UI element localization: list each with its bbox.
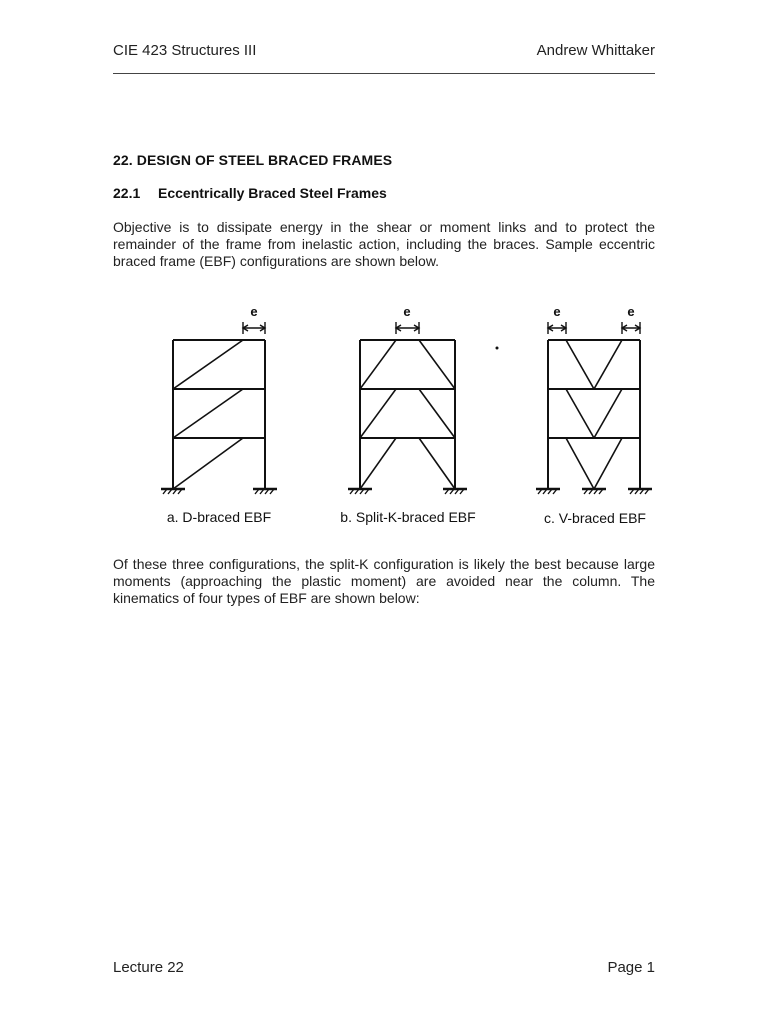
split-k-link-dimension <box>396 322 419 334</box>
section-title: 22. DESIGN OF STEEL BRACED FRAMES <box>113 152 393 168</box>
stray-dot <box>496 347 499 350</box>
author-name: Andrew Whittaker <box>536 42 655 59</box>
subsection-number: 22.1 <box>113 185 141 201</box>
v-braced-supports <box>536 489 652 494</box>
v-braced-link-dimensions <box>548 322 640 334</box>
ebf-configurations-figure <box>113 282 658 540</box>
split-k-link-label: e <box>403 304 411 319</box>
d-braced-link-label: e <box>250 304 258 319</box>
course-title: CIE 423 Structures III <box>113 42 257 59</box>
d-braced-link-dimension <box>243 322 265 334</box>
d-braced-supports <box>161 489 277 494</box>
page-number: Page 1 <box>607 959 655 976</box>
split-k-braced-supports <box>348 489 467 494</box>
subsection-heading <box>113 185 387 201</box>
v-braced-link-label-left: e <box>553 304 561 319</box>
page-footer <box>113 959 655 976</box>
v-braced-link-label-right: e <box>627 304 635 319</box>
subsection-title: Eccentrically Braced Steel Frames <box>158 185 387 201</box>
header-divider <box>113 73 655 74</box>
page-header <box>113 42 655 59</box>
d-braced-frame <box>173 340 265 489</box>
lecture-label: Lecture 22 <box>113 959 184 976</box>
v-braced-caption: c. V-braced EBF <box>544 510 646 526</box>
kinematics-paragraph: Of these three configurations, the split-K configuration is likely the best because large moments (approaching the plastic moment) are avoided near the column. The kinematics of four types of EBF are shown below: <box>113 556 655 606</box>
split-k-braced-frame <box>360 340 455 489</box>
d-braced-caption: a. D-braced EBF <box>166 509 272 525</box>
intro-paragraph: Objective is to dissipate energy in the shear or moment links and to protect the remainder of the frame from inelastic action, including the braces. Sample eccentric braced frame (EBF) configurations are shown below. <box>113 219 655 269</box>
split-k-caption: b. Split-K-braced EBF <box>340 509 476 525</box>
v-braced-frame <box>548 340 640 489</box>
